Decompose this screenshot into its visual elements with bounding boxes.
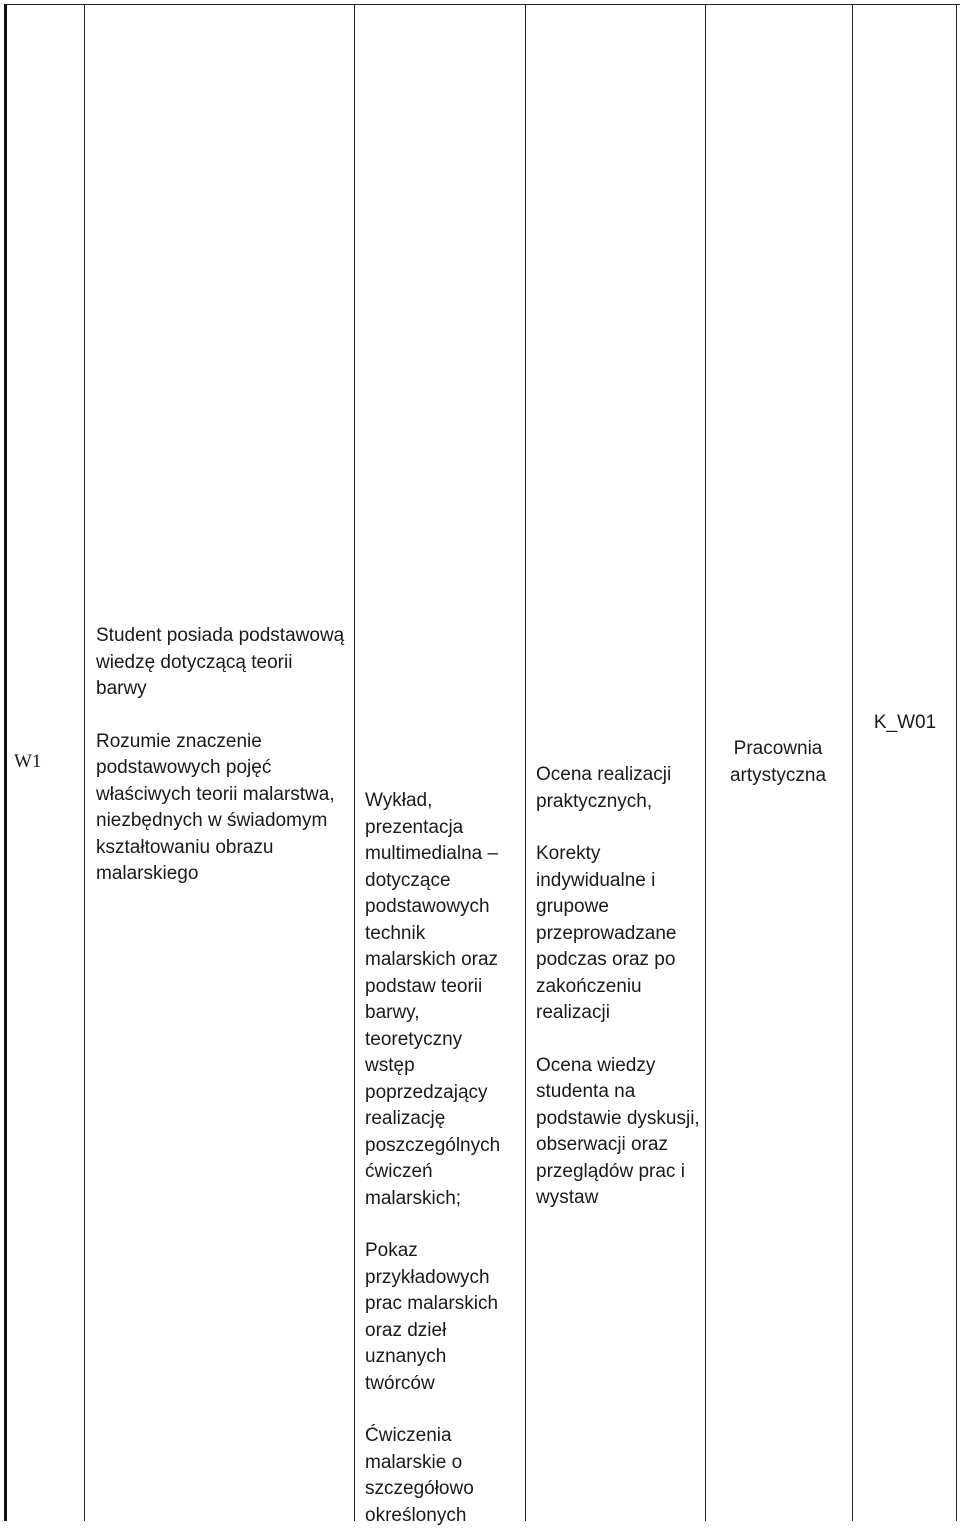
teaching-methods <box>365 788 515 1529</box>
outcome-code: W1 <box>14 751 42 772</box>
directional-effect-code: K_W01 <box>873 712 937 733</box>
outcome-description <box>96 623 346 888</box>
class-form: Pracownia artystyczna <box>729 738 827 786</box>
outcome-paragraph: Student posiada podstawową wiedzę dotyczącą teorii barwy <box>96 625 345 699</box>
column-divider <box>354 4 355 1521</box>
method-paragraph: Wykład, prezentacja multimedialna – dotyczące podstawowych technik malarskich oraz podstaw teorii barwy, teoretyczny wstęp poprzedzający realizację poszczególnych ćwiczeń malarskich; <box>365 790 501 1209</box>
assessment-methods <box>536 762 702 1212</box>
column-divider <box>705 4 706 1521</box>
assessment-paragraph: Ocena wiedzy studenta na podstawie dyskusji, obserwacji oraz przeglądów prac i wystaw <box>536 1054 700 1208</box>
method-paragraph: Pokaz przykładowych prac malarskich oraz dzieł uznanych twórców <box>365 1240 499 1394</box>
assessment-paragraph: Korekty indywidualne i grupowe przeprowadzane podczas oraz po zakończeniu realizacji <box>536 843 677 1023</box>
outcome-paragraph: Rozumie znaczenie podstawowych pojęć właściwych teorii malarstwa, niezbędnych w świadomym kształtowaniu obrazu malarskiego <box>96 730 335 884</box>
column-divider <box>852 4 853 1521</box>
column-divider <box>956 4 957 1521</box>
column-divider <box>84 4 85 1521</box>
assessment-paragraph: Ocena realizacji praktycznych, <box>536 764 672 812</box>
table-top-border <box>4 4 960 5</box>
table-left-border <box>4 4 7 1521</box>
method-paragraph: Ćwiczenia malarskie o szczegółowo określonych <box>365 1425 474 1526</box>
column-divider <box>525 4 526 1521</box>
